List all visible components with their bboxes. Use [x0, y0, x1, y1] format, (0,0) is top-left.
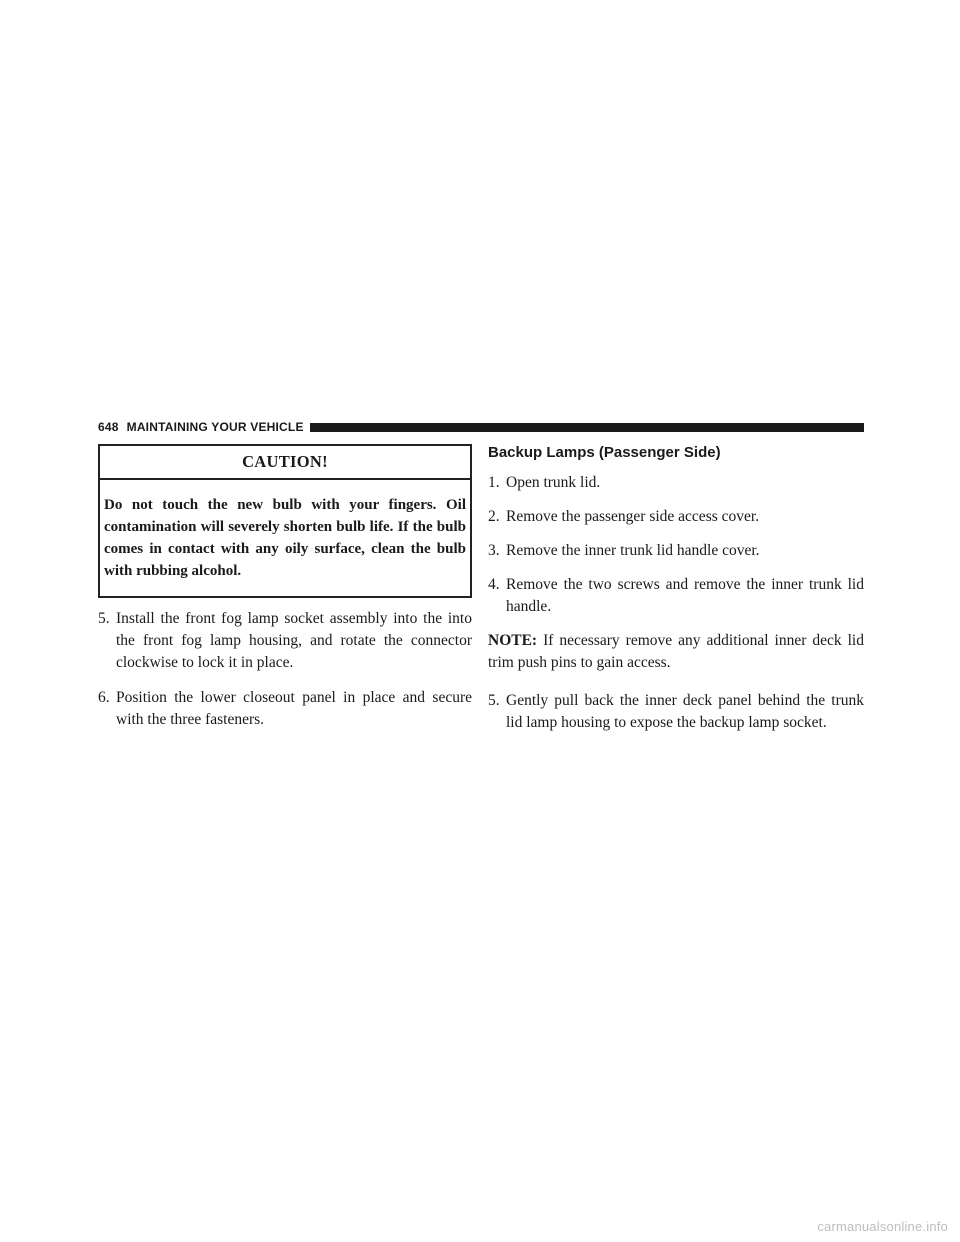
step-text: Remove the passenger side access cover. [506, 508, 760, 525]
header-rule [310, 423, 864, 432]
step-number: 4. [488, 576, 500, 593]
step-number: 1. [488, 474, 500, 491]
caution-title: CAUTION! [100, 446, 470, 480]
left-column [98, 444, 472, 731]
note-paragraph [488, 630, 864, 674]
step-text: Remove the two screws and remove the inner trunk lid handle. [506, 576, 864, 615]
list-item [488, 506, 864, 528]
list-item [98, 608, 472, 674]
step-number: 6. [98, 689, 110, 706]
right-column [488, 444, 864, 734]
step-text: Open trunk lid. [506, 474, 601, 491]
list-item [488, 472, 864, 494]
note-label: NOTE: [488, 632, 538, 649]
list-item [488, 690, 864, 734]
step-text: Remove the inner trunk lid handle cover. [506, 542, 760, 559]
step-number: 5. [98, 610, 110, 627]
section-heading: Backup Lamps (Passenger Side) [488, 444, 721, 461]
list-item [98, 687, 472, 731]
list-item [488, 574, 864, 618]
step-number: 2. [488, 508, 500, 525]
page-number: 648 [98, 420, 119, 434]
step-text: Install the front fog lamp socket assembly into the into the front fog lamp housing, and rotate the connector clockwise to lock it in place. [116, 610, 472, 671]
step-text: Position the lower closeout panel in place and secure with the three fasteners. [116, 689, 472, 728]
caution-box [98, 444, 472, 598]
step-text: Gently pull back the inner deck panel behind the trunk lid lamp housing to expose the backup lamp socket. [506, 691, 864, 731]
caution-text: Do not touch the new bulb with your fingers. Oil contamination will severely shorten bulb life. If the bulb comes in contact with any oily surface, clean the bulb with rubbing alcohol. [104, 497, 466, 579]
note-text: If necessary remove any additional inner deck lid trim push pins to gain access. [488, 632, 864, 671]
list-item [488, 540, 864, 562]
watermark: carmanualsonline.info [817, 1219, 948, 1234]
section-title: MAINTAINING YOUR VEHICLE [126, 420, 304, 434]
running-header [98, 416, 864, 438]
step-number: 3. [488, 542, 500, 559]
step-number: 5. [488, 691, 500, 709]
